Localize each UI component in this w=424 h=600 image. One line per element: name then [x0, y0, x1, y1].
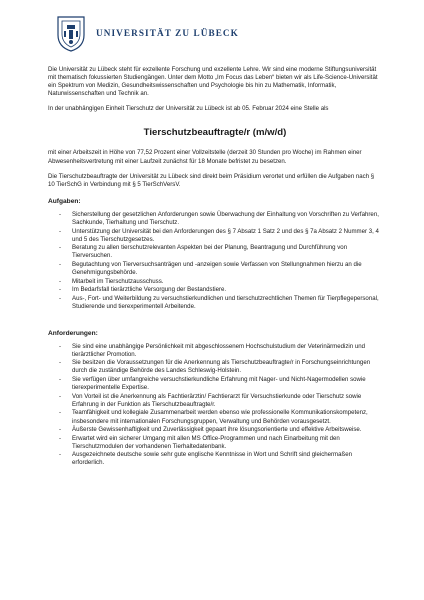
- list-item: - Unterstützung der Universität bei den Anforderungen des § 7 Absatz 1 Satz 2 und des § 7a Absatz 2 Nummer 3, 4 und 5 des Tierschutzgesetzes.: [72, 228, 382, 244]
- list-item: - Sie sind eine unabhängige Persönlichkeit mit abgeschlossenem Hochschulstudium der Veterinärmedizin und tierärztlicher Promotion.: [72, 343, 382, 359]
- list-item: - Von Vorteil ist die Anerkennung als Fachtierärztin/ Fachtierarzt für Versuchstierkunde oder Tierschutz sowie Erfahrung in der Funktion als Tierschutzbeauftragte/r.: [72, 393, 382, 409]
- list-item: - Erwartet wird ein sicherer Umgang mit allen MS Office-Programmen und nach Einarbeitung mit den Tierschutzmodulen der vorhandenen Tierhaltedatenbank.: [72, 435, 382, 451]
- list-item: - Sie besitzen die Voraussetzungen für die Anerkennung als Tierschutzbeauftragte/r in Forschungseinrichtungen durch die zuständige Behörde des Landes Schleswig-Holstein.: [72, 359, 382, 375]
- intro-paragraph: Die Universität zu Lübeck steht für exzellente Forschung und exzellente Lehre. Wir sind eine moderne Stiftungsuniversität mit thematisch fokussierten Studiengängen. Unter dem Motto „Im Focus das Leben“ bieten wir als Life-Science-Universität ein Spektrum von Medizin, Gesundheitswissenschaften und Psychologie bis hin zu Mathematik, Informatik, Naturwissenschaften und Technik an.: [48, 66, 378, 98]
- logo-text: UNIVERSITÄT ZU LÜBECK: [96, 28, 239, 38]
- list-item: - Aus-, Fort- und Weiterbildung zu versuchstierkundlichen und tierschutzrechtlichen Themen für Tierpflegepersonal, Studierende und tierexperimentell Arbeitende.: [72, 295, 382, 311]
- role-description-paragraph: Die Tierschutzbeauftragte der Universität zu Lübeck sind direkt beim Präsidium verortet und erfüllen die Aufgaben nach § 10 TierSchG in Verbindung mit § 5 TierSchVersV.: [48, 172, 375, 188]
- list-item: - Im Bedarfsfall tierärztliche Versorgung der Bestandstiere.: [72, 286, 382, 294]
- list-item: - Ausgezeichnete deutsche sowie sehr gute englische Kenntnisse in Wort und Schrift sind gleichermaßen erforderlich.: [72, 451, 382, 467]
- requirements-list: [48, 343, 382, 468]
- list-item: - Beratung zu allen tierschutzrelevanten Aspekten bei der Planung, Beantragung und Durchführung von Tierversuchen.: [72, 244, 382, 260]
- job-title: Tierschutzbeauftragte/r (m/w/d): [143, 127, 287, 139]
- requirements-heading: Anforderungen:: [48, 329, 98, 337]
- position-paragraph: In der unabhängigen Einheit Tierschutz der Universität zu Lübeck ist ab 05. Februar 2024 eine Stelle als: [48, 105, 329, 113]
- job-posting: [48, 66, 382, 468]
- list-item: - Sicherstellung der gesetzlichen Anforderungen sowie Überwachung der Einhaltung von Vorschriften zu Verfahren, Sachkunde, Tierhaltung und Tierschutz.: [72, 211, 382, 227]
- list-item: - Äußerste Gewissenhaftigkeit und Zuverlässigkeit gepaart ihre lösungsorientierte und effektive Arbeitsweise.: [72, 426, 382, 434]
- list-item: - Sie verfügen über umfangreiche versuchstierkundliche Erfahrung mit Nager- und Nicht-Nagermodellen sowie tierexperimentelle Expertise.: [72, 376, 382, 392]
- tasks-list: [48, 211, 382, 311]
- list-item: - Teamfähigkeit und kollegiale Zusammenarbeit werden ebenso wie professionelle Kommunikationskompetenz, insbesondere mit internationalen Forschungsgruppen, Verwaltung und Behörden vorausgesetzt.: [72, 409, 382, 425]
- university-seal-icon: [54, 13, 88, 53]
- list-item: - Mitarbeit im Tierschutzausschuss.: [72, 278, 382, 286]
- university-logo: [54, 10, 354, 56]
- tasks-heading: Aufgaben:: [48, 197, 81, 205]
- employment-terms-paragraph: mit einer Arbeitszeit in Höhe von 77,52 Prozent einer Vollzeitstelle (derzeit 30 Stunden pro Woche) im Rahmen einer Abwesenheitsvertretung mit einer Laufzeit zunächst für 18 Monate befristet zu besetzen.: [48, 149, 362, 165]
- list-item: - Begutachtung von Tierversuchsanträgen und -anzeigen sowie Verfassen von Stellungnahmen hierzu an die Genehmigungsbehörde.: [72, 261, 382, 277]
